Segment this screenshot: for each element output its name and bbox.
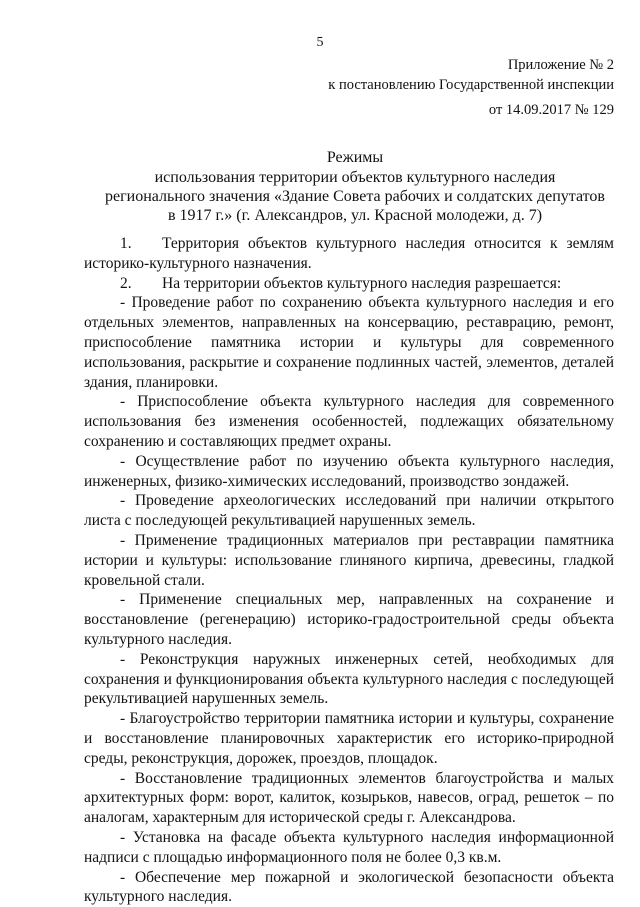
- numbered-item: [84, 274, 614, 294]
- numbered-item: [84, 234, 614, 274]
- provision-paragraph: - Установка на фасаде объекта культурного наследия информационной надписи с площадью информационного поля не более 0,3 кв.м.: [84, 828, 614, 868]
- decree-reference: к постановлению Государственной инспекции: [328, 75, 614, 95]
- title-heading: Режимы: [60, 148, 640, 167]
- page-number: 5: [0, 35, 640, 51]
- appendix-label: Приложение № 2: [328, 55, 614, 75]
- provision-paragraph: - Приспособление объекта культурного наследия для современного использования без изменения особенностей, подлежащих обязательному сохранению и составляющих предмет охраны.: [84, 392, 614, 451]
- title-line: в 1917 г.» (г. Александров, ул. Красной молодежи, д. 7): [60, 206, 640, 225]
- provision-paragraph: - Проведение археологических исследований при наличии открытого листа с последующей рекультивацией нарушенных земель.: [84, 491, 614, 531]
- decree-date: от 14.09.2017 № 129: [489, 100, 614, 120]
- item-number: 2.: [120, 274, 162, 294]
- provision-paragraph: - Реконструкция наружных инженерных сетей, необходимых для сохранения и функционирования объекта культурного наследия с последующей рекультивацией нарушенных земель.: [84, 650, 614, 709]
- provision-paragraph: - Применение традиционных материалов при реставрации памятника истории и культуры: использование глиняного кирпича, древесины, гладкой кровельной стали.: [84, 531, 614, 590]
- provision-paragraph: - Осуществление работ по изучению объекта культурного наследия, инженерных, физико-химических исследований, производство зондажей.: [84, 452, 614, 492]
- item-text: Территория объектов культурного наследия относится к землям историко-культурного назначения.: [84, 235, 614, 272]
- provision-paragraph: - Применение специальных мер, направленных на сохранение и восстановление (регенерацию) историко-градостроительной среды объекта культурного наследия.: [84, 590, 614, 649]
- item-number: 1.: [120, 234, 162, 254]
- title-line: использования территории объектов культурного наследия: [60, 168, 640, 187]
- document-title: [60, 148, 640, 225]
- document-body: [84, 234, 614, 907]
- provision-paragraph: - Благоустройство территории памятника истории и культуры, сохранение и восстановление планировочных характеристик его историко-природной среды, реконструкция, дорожек, проездов, площадок.: [84, 709, 614, 768]
- provision-paragraph: - Восстановление традиционных элементов благоустройства и малых архитектурных форм: ворот, калиток, козырьков, навесов, оград, решеток – по аналогам, характерным для исторической среды г. Александрова.: [84, 769, 614, 828]
- title-line: регионального значения «Здание Совета рабочих и солдатских депутатов: [60, 187, 640, 206]
- item-text: На территории объектов культурного наследия разрешается:: [162, 275, 561, 292]
- appendix-header: [328, 55, 614, 95]
- provision-paragraph: - Проведение работ по сохранению объекта культурного наследия и его отдельных элементов, направленных на консервацию, реставрацию, ремонт, приспособление памятника истории и культуры для современного использования, раскрытие и сохранение подлинных частей, элементов, деталей здания, планировки.: [84, 293, 614, 392]
- provision-paragraph: - Обеспечение мер пожарной и экологической безопасности объекта культурного наследия.: [84, 868, 614, 907]
